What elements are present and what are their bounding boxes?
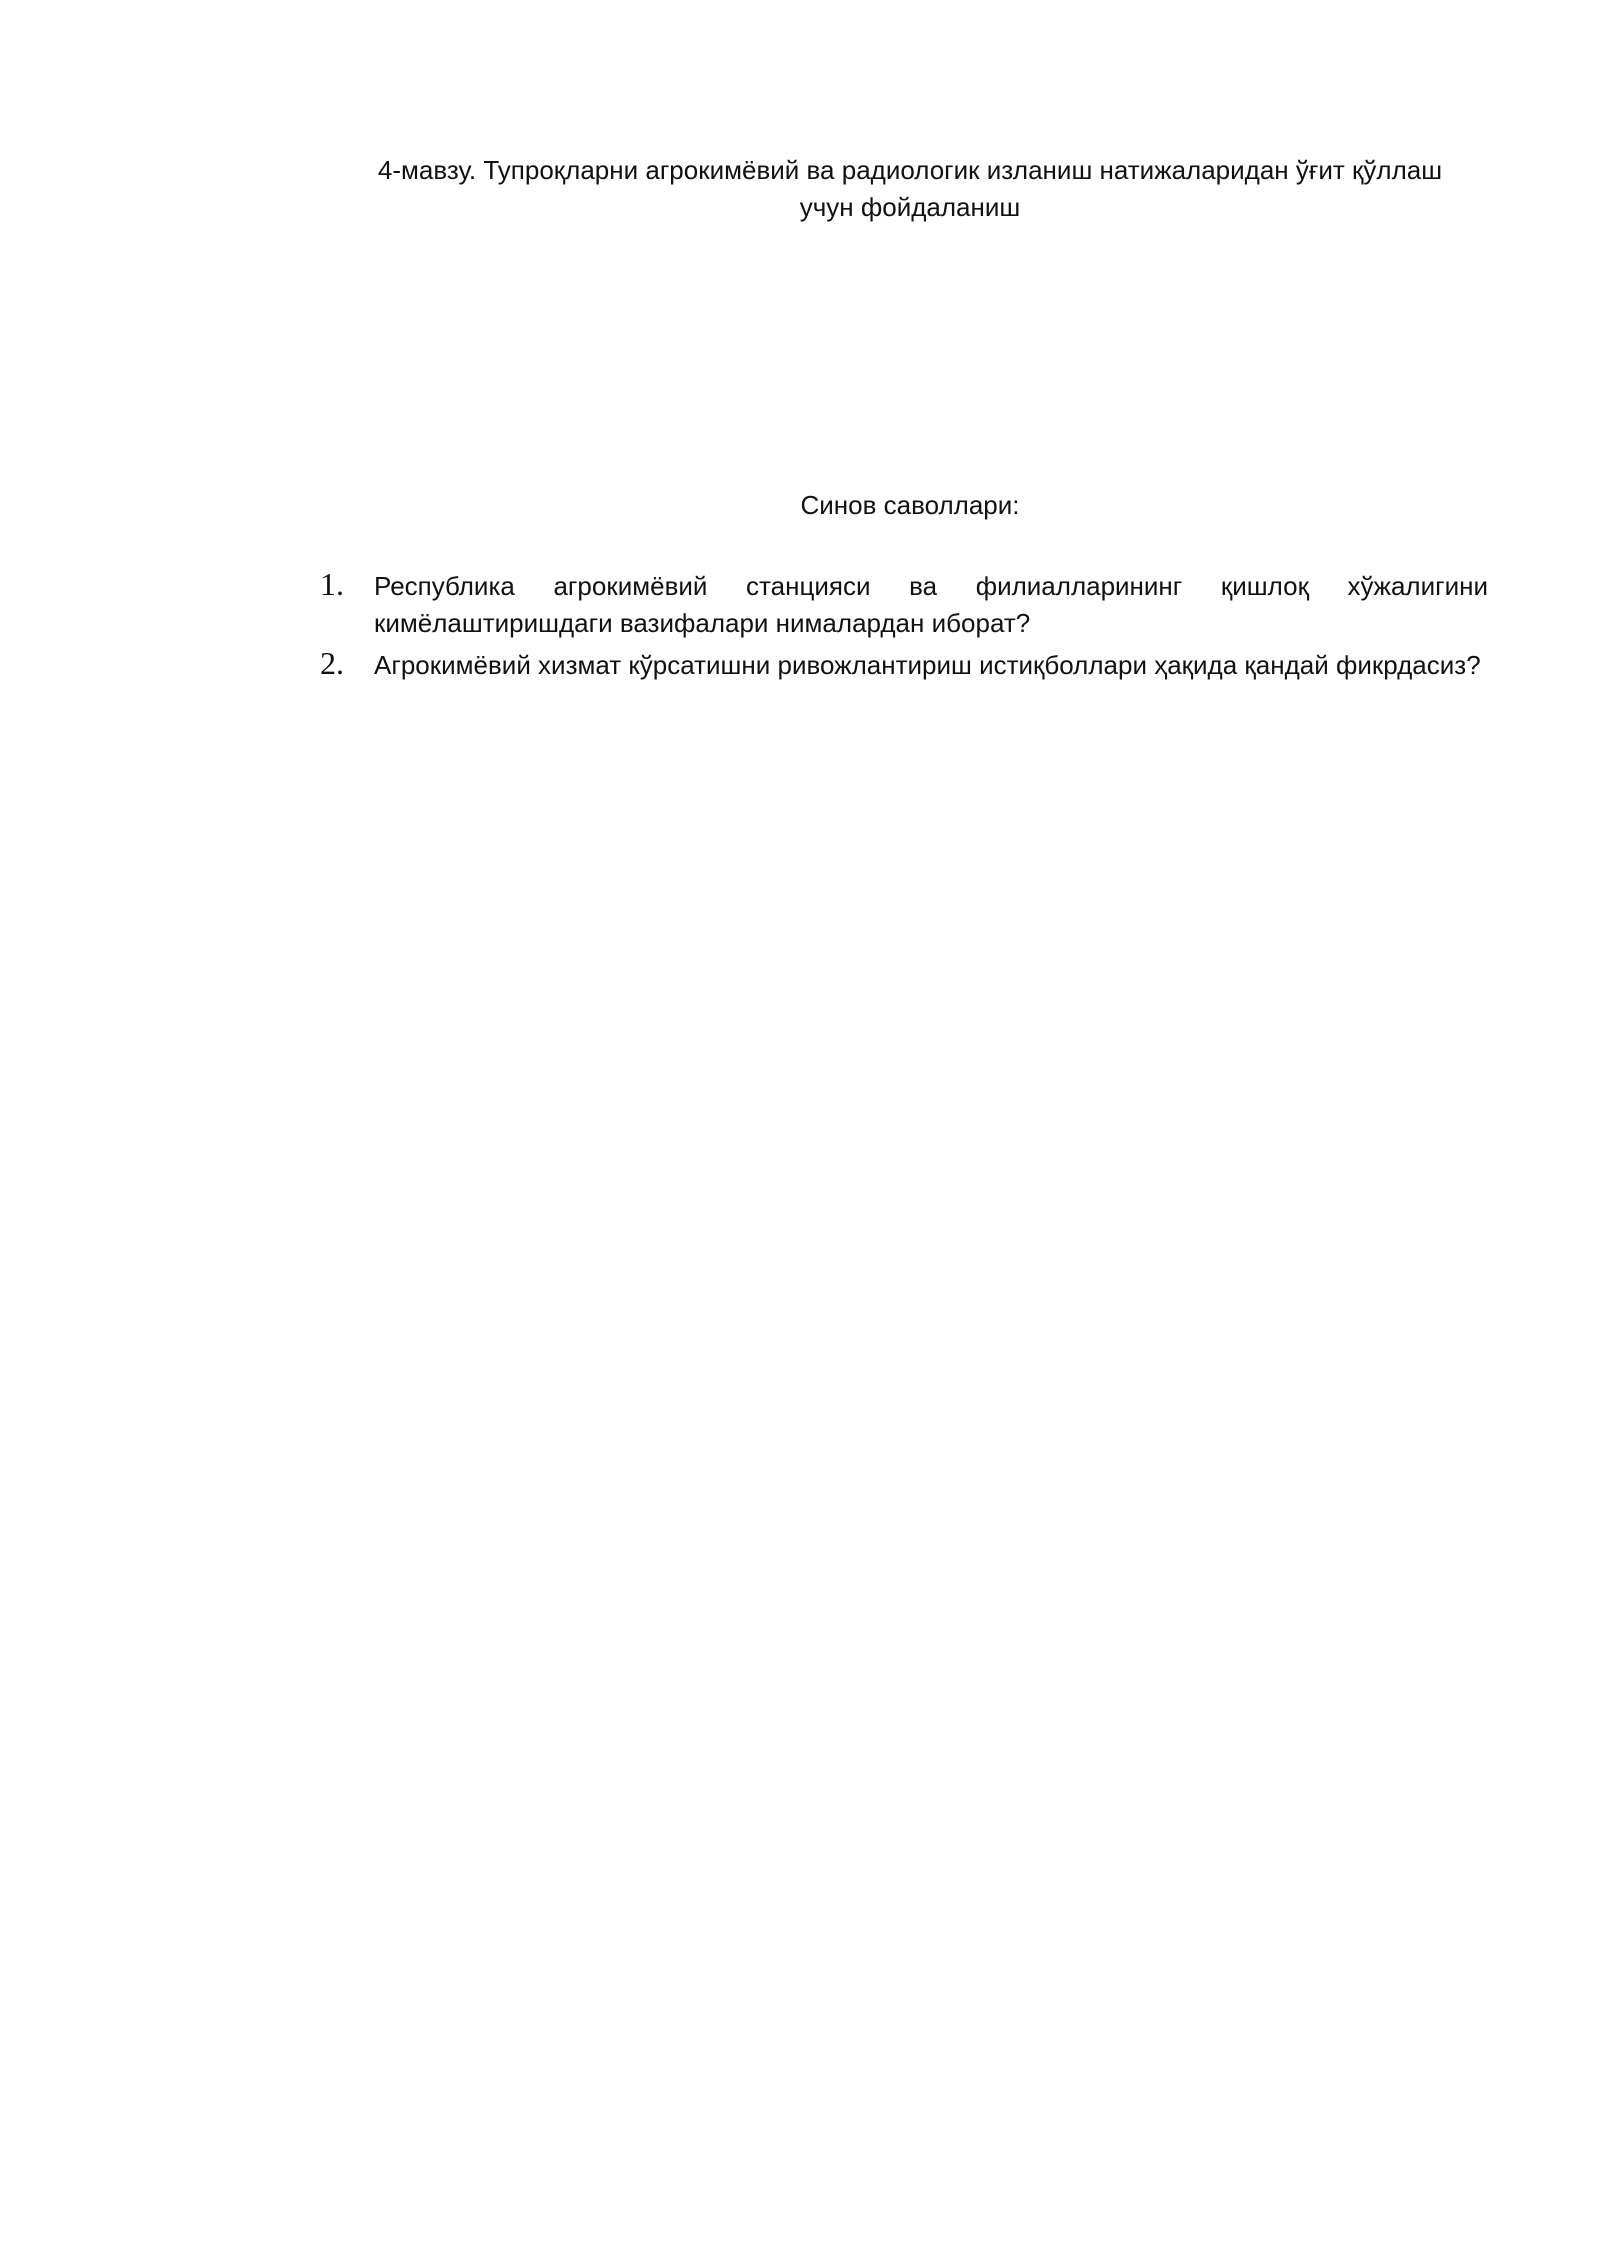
question-item-2: [320, 647, 1488, 684]
question-text: Республика агрокимёвий станцияси ва филиалларининг қишлоқ хўжалигини кимёлаштиришдаги вазифалари нималардан иборат?: [374, 571, 1488, 638]
document-title-line-1: 4-мавзу. Тупроқларни агрокимёвий ва радиологик изланиш натижаларидан ўғит қўллаш: [377, 155, 1443, 185]
question-number: 2.: [320, 645, 344, 681]
questions-list: [320, 568, 1488, 689]
document-title-line-2: учун фойдаланиш: [799, 192, 1021, 222]
section-heading: Синов саволлари:: [800, 490, 1020, 520]
question-item-1: [320, 568, 1488, 642]
question-number: 1.: [320, 566, 344, 602]
question-text: Агрокимёвий хизмат кўрсатишни ривожлантириш истиқболлари ҳақида қандай фикрдасиз?: [374, 650, 1481, 680]
document-title: [330, 152, 1490, 226]
